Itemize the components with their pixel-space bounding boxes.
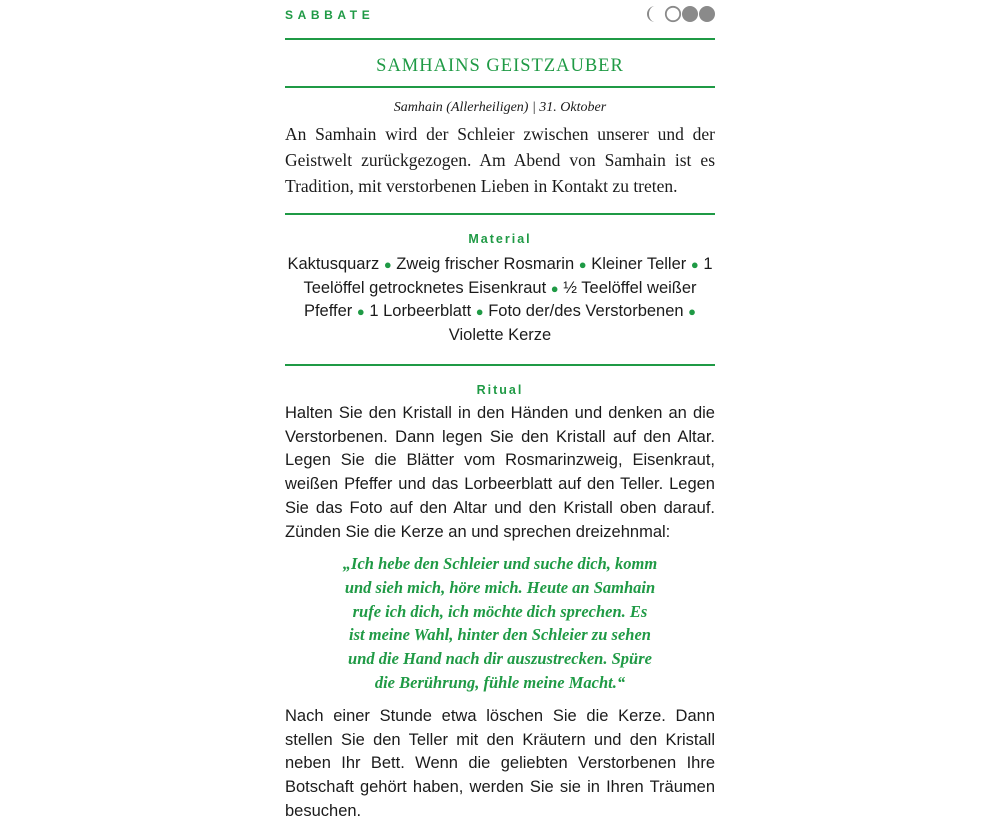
ritual-heading: Ritual — [476, 383, 524, 397]
incantation-line: und sieh mich, höre mich. Heute an Samhain — [344, 577, 656, 597]
material-item: 1 Lorbeerblatt — [369, 302, 472, 321]
section-label: SABBATE — [285, 8, 375, 22]
material-divider — [285, 364, 715, 366]
subtitle: Samhain (Allerheiligen) | 31. Oktober — [393, 100, 607, 115]
ritual-paragraph: Halten Sie den Kristall in den Händen und denken an die Verstorbenen. Dann legen Sie den Kristall auf den Altar. Legen Sie die Blätter vom Rosmarinzweig, Eisenkraut, weißen Pfeffer und das Lorbeerblatt auf den Teller. Legen Sie das Foto auf den Altar und den Kristall oben darauf. Zünden Sie die Kerze an und sprechen dreizehnmal: — [285, 404, 715, 541]
material-item: Kaktusquarz — [287, 255, 380, 273]
intro-paragraph: An Samhain wird der Schleier zwischen unserer und der Geistwelt zurückgezogen. Am Abend von Samhain ist es Tradition, mit verstorbenen Lieben in Kontakt zu treten. — [285, 124, 715, 196]
material-item: Violette Kerze — [448, 326, 552, 345]
material-item: ½ Teelöffel weißer Pfeffer — [303, 278, 697, 321]
incantation-line: die Berührung, fühle meine Macht.“ — [374, 672, 626, 692]
bullet-separator: ● — [690, 257, 699, 272]
material-item: Kleiner Teller — [591, 255, 687, 273]
material-list — [285, 253, 715, 348]
material-heading: Material — [468, 232, 532, 246]
waning-crescent-icon — [647, 6, 655, 22]
incantation-line: rufe ich dich, ich möchte dich sprechen. Es — [352, 601, 648, 621]
bullet-separator: ● — [578, 257, 587, 272]
material-item: Foto der/des Verstorbenen — [488, 302, 684, 321]
incantation-line: ist meine Wahl, hinter den Schleier zu sehen — [349, 625, 651, 645]
title-divider — [285, 86, 715, 88]
top-divider — [285, 38, 715, 40]
full-moon-icon — [682, 6, 698, 22]
new-moon-icon — [666, 7, 680, 21]
closing-paragraph: Nach einer Stunde etwa löschen Sie die Kerze. Dann stellen Sie den Teller mit den Kräutern und den Kristall neben Ihr Bett. Wenn die geliebten Verstorbenen Ihre Botschaft gehört haben, werden Sie sie in Ihren Träumen besuchen. — [285, 707, 715, 820]
bullet-separator: ● — [550, 280, 559, 296]
bullet-separator: ● — [356, 304, 365, 320]
bullet-separator: ● — [475, 304, 484, 320]
incantation-line: „Ich hebe den Schleier und suche dich, komm — [342, 554, 658, 573]
material-item: 1 Teelöffel getrocknetes Eisenkraut — [303, 255, 713, 297]
book-page — [285, 0, 715, 820]
incantation-line: und die Hand nach dir auszustrecken. Spüre — [348, 649, 652, 669]
moon-phases — [647, 5, 715, 23]
full-moon-icon — [699, 6, 715, 22]
intro-divider — [285, 213, 715, 215]
bullet-separator: ● — [688, 304, 697, 320]
material-item: Zweig frischer Rosmarin — [396, 255, 575, 273]
bullet-separator: ● — [383, 257, 392, 272]
incantation-quote — [285, 552, 715, 695]
page-title: SAMHAINS GEISTZAUBER — [376, 56, 624, 76]
